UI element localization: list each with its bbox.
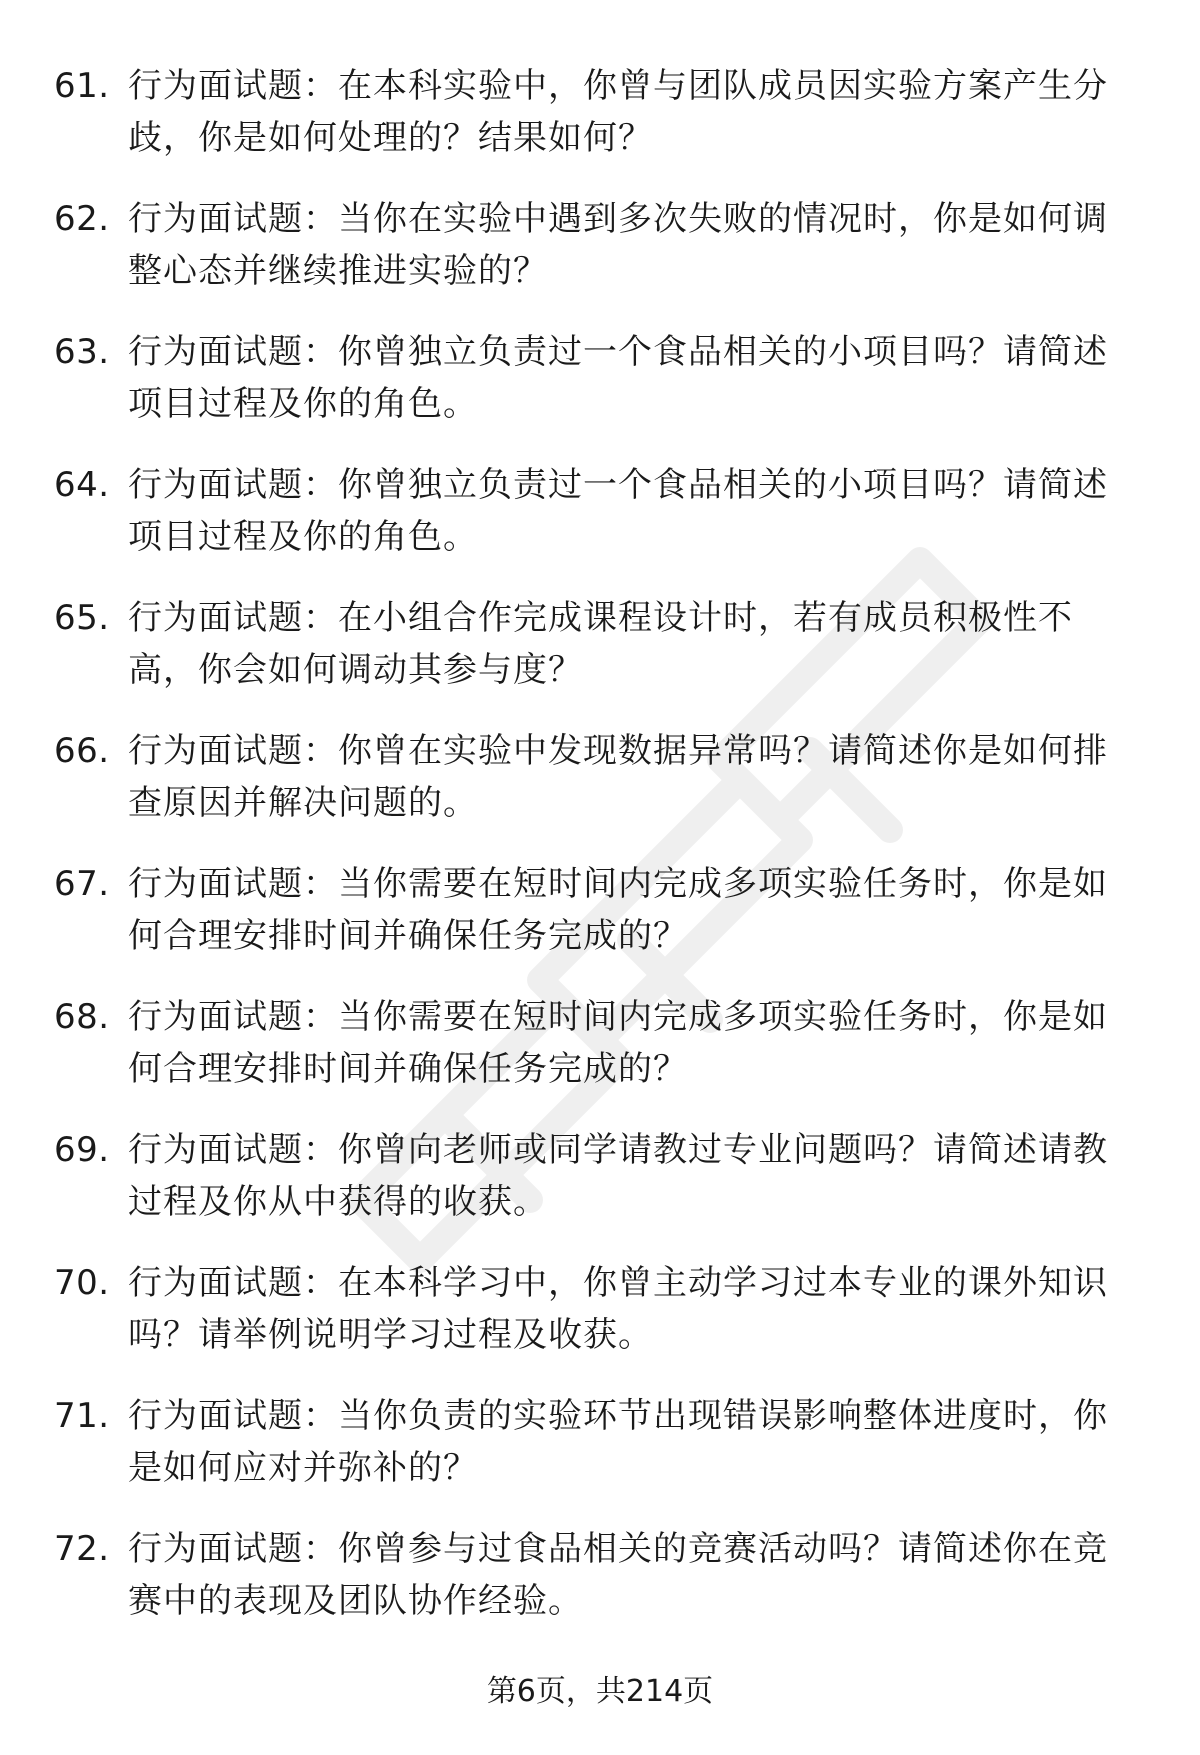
question-number: 62.: [54, 199, 110, 239]
question-text: 行为面试题：你曾在实验中发现数据异常吗？请简述你是如何排查原因并解决问题的。: [128, 731, 1108, 823]
question-number: 61.: [54, 66, 110, 106]
question-item-62: [54, 193, 1154, 326]
question-number: 65.: [54, 598, 110, 638]
question-number: 71.: [54, 1396, 110, 1436]
question-number: 69.: [54, 1130, 110, 1170]
question-text: 行为面试题：你曾独立负责过一个食品相关的小项目吗？请简述项目过程及你的角色。: [128, 332, 1108, 424]
question-number: 68.: [54, 997, 110, 1037]
question-item-71: [54, 1390, 1154, 1523]
page-number-label: 第6页，共214页: [486, 1674, 714, 1709]
question-number: 64.: [54, 465, 110, 505]
page-footer: [0, 1672, 1200, 1712]
question-text: 行为面试题：你曾参与过食品相关的竞赛活动吗？请简述你在竞赛中的表现及团队协作经验。: [128, 1529, 1108, 1621]
question-number: 67.: [54, 864, 110, 904]
question-text: 行为面试题：当你需要在短时间内完成多项实验任务时，你是如何合理安排时间并确保任务完成的？: [128, 997, 1108, 1089]
question-text: 行为面试题：在小组合作完成课程设计时，若有成员积极性不高，你会如何调动其参与度？: [128, 598, 1073, 690]
question-item-72: [54, 1523, 1154, 1656]
question-text: 行为面试题：你曾独立负责过一个食品相关的小项目吗？请简述项目过程及你的角色。: [128, 465, 1108, 557]
question-text: 行为面试题：当你在实验中遇到多次失败的情况时，你是如何调整心态并继续推进实验的？: [128, 199, 1108, 291]
question-item-63: [54, 326, 1154, 459]
question-item-70: [54, 1257, 1154, 1390]
question-text: 行为面试题：当你负责的实验环节出现错误影响整体进度时，你是如何应对并弥补的？: [128, 1396, 1108, 1488]
question-item-66: [54, 725, 1154, 858]
question-number: 72.: [54, 1529, 110, 1569]
question-item-68: [54, 991, 1154, 1124]
question-number: 66.: [54, 731, 110, 771]
question-text: 行为面试题：当你需要在短时间内完成多项实验任务时，你是如何合理安排时间并确保任务完成的？: [128, 864, 1108, 956]
question-item-67: [54, 858, 1154, 991]
question-item-65: [54, 592, 1154, 725]
question-item-61: [54, 60, 1154, 193]
question-text: 行为面试题：你曾向老师或同学请教过专业问题吗？请简述请教过程及你从中获得的收获。: [128, 1130, 1108, 1222]
question-number: 63.: [54, 332, 110, 372]
question-item-69: [54, 1124, 1154, 1257]
question-text: 行为面试题：在本科实验中，你曾与团队成员因实验方案产生分歧，你是如何处理的？结果如何？: [128, 66, 1108, 158]
question-item-64: [54, 459, 1154, 592]
question-list: [54, 60, 1154, 1656]
question-number: 70.: [54, 1263, 110, 1303]
question-text: 行为面试题：在本科学习中，你曾主动学习过本专业的课外知识吗？请举例说明学习过程及收获。: [128, 1263, 1108, 1355]
